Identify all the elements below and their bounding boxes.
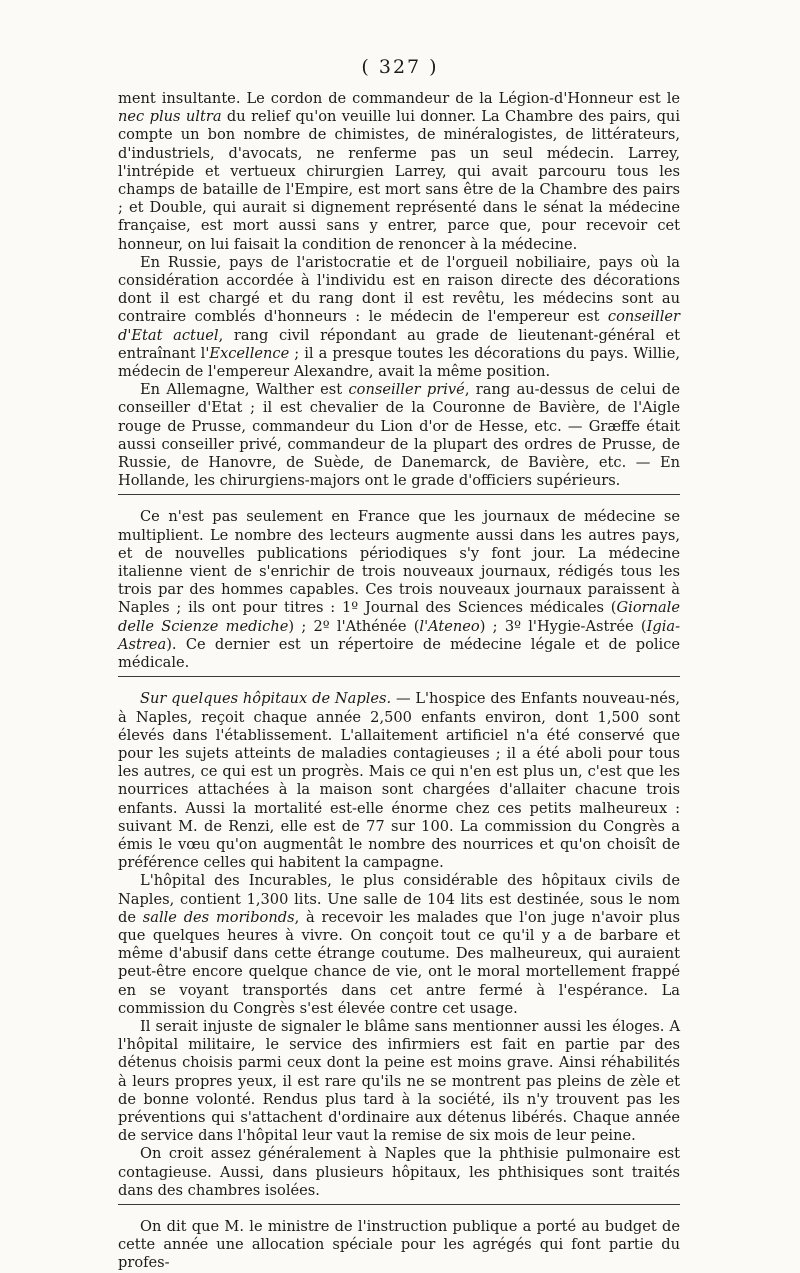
italic-text: l'Ateneo xyxy=(419,617,480,635)
text-run: On dit que M. le ministre de l'instruction publique a porté au budget de cette année une allocation spéciale pour les agrégés qui font partie du profes- xyxy=(118,1217,680,1272)
paragraph xyxy=(118,90,680,254)
text-run: L'hôpital des Incurables, le plus considérable des hôpitaux civils de Naples, contient 1,300 lits. Une salle de 104 lits est destinée, sous le nom de xyxy=(118,872,680,926)
paragraph xyxy=(118,872,680,1018)
section-journals xyxy=(118,508,680,672)
text-run: ) ; 2º l'Athénée ( xyxy=(288,617,420,635)
text-run: , rang civil répondant au grade de lieutenant-général et entraînant l' xyxy=(118,326,680,362)
section-divider xyxy=(118,1204,680,1205)
text-run: On croit assez généralement à Naples que la phthisie pulmonaire est contagieuse. Aussi, dans plusieurs hôpitaux, les phthisiques sont traités dans des chambres isolées. xyxy=(118,1145,680,1199)
italic-text: nec plus ultra xyxy=(118,108,222,126)
text-run: ). Ce dernier est un répertoire de médecine légale et de police médicale. xyxy=(118,635,680,672)
text-run: ment insultante. Le cordon de commandeur de la Légion-d'Honneur est le xyxy=(118,90,680,107)
paragraph xyxy=(118,254,680,381)
paragraph xyxy=(118,1018,680,1145)
text-run: ; il a presque toutes les décorations du pays. Willie, médecin de l'empereur Alexandre, avait la même position. xyxy=(118,344,680,381)
text-run: , à recevoir les malades que l'on juge n'avoir plus que quelques heures à vivre. On conçoit tout ce qu'il y a de barbare et même d'abusif dans cette étrange coutume. Des malheureux, qui auraient peut-être encore quelque chance de vie, ont le moral mortellement frappé en se voyant transportés dans cet antre fermé à l'espérance. La commission du Congrès s'est élevée contre cet usage. xyxy=(118,908,680,1017)
text-run: — L'hospice des Enfants nouveau-nés, à Naples, reçoit chaque année 2,500 enfants environ, dont 1,500 sont élevés dans l'établissement. L'allaitement artificiel n'a été conservé que pour les sujets atteints de maladies contagieuses ; il a été aboli pour tous les autres, ce qui est un progrès. Mais ce qui n'en est plus un, c'est que les nourrices attachées à la maison sont chargées d'allaiter chacune trois enfants. Aussi la mortalité est-elle énorme chez ces petits malheureux : suivant M. de Renzi, elle est de 77 sur 100. La commission du Congrès a émis le vœu qu'on augmentât le nombre des nourrices et qu'on choisît de préférence celles qui habitent la campagne. xyxy=(118,690,681,872)
italic-text: conseiller privé xyxy=(348,381,465,399)
section-naples-hospitals xyxy=(118,690,680,1200)
italic-text: Sur quelques hôpitaux de Naples. xyxy=(140,690,392,708)
text-run: du relief qu'on veuille lui donner. La Chambre des pairs, qui compte un bon nombre de chimistes, de minéralogistes, de littérateurs, d'industriels, d'avocats, ne renferme pas un seul médecin. Larrey, l'intrépide et vertueux chirurgien Larrey, qui avait parcouru tous les champs de bataille de l'Empire, est mort sans être de la Chambre des pairs ; et Double, qui aurait si dignement représenté dans le sénat la médecine française, est mort aussi sans y entrer, parce que, pour recevoir cet honneur, on lui faisait la condition de renoncer à la médecine. xyxy=(118,108,681,253)
page-number: ( 327 ) xyxy=(361,56,439,78)
text-run: , rang au-dessus de celui de conseiller d'Etat ; il est chevalier de la Couronne de Bavière, de l'Aigle rouge de Prusse, commandeur du Lion d'or de Hesse, etc. — Græffe était aussi conseiller privé, commandeur de la plupart des ordres de Prusse, de Russie, de Hanovre, de Suède, de Danemarck, de Bavière, etc. — En Hollande, les chirurgiens-majors ont le grade d'officiers supérieurs. xyxy=(118,381,680,490)
text-run: Ce n'est pas seulement en France que les journaux de médecine se multiplient. Le nombre des lecteurs augmente aussi dans les autres pays, et de nouvelles publications périodiques s'y font jour. La médecine italienne vient de s'enrichir de trois nouveaux journaux, rédigés tous les trois par des hommes capables. Ces trois nouveaux journaux paraissent à Naples ; ils ont pour titres : 1º Journal des Sciences médicales ( xyxy=(118,508,680,617)
section-honors xyxy=(118,90,680,490)
italic-text: salle des moribonds xyxy=(142,908,295,926)
paragraph xyxy=(118,1145,680,1200)
italic-text: Giornale delle Scienze mediche xyxy=(118,599,680,635)
text-run: En Russie, pays de l'aristocratie et de l'orgueil nobiliaire, pays où la considération accordée à l'individu est en raison directe des décorations dont il est chargé et du rang dont il est revêtu, les médecins sont au contraire comblés d'honneurs : le médecin de l'empereur est xyxy=(118,253,680,326)
paragraph xyxy=(118,690,680,872)
section-divider xyxy=(118,494,680,495)
italic-text: Igia-Astrea xyxy=(118,617,680,653)
text-run: En Allemagne, Walther est xyxy=(140,381,349,399)
section-budget xyxy=(118,1218,680,1273)
text-run: Il serait injuste de signaler le blâme sans mentionner aussi les éloges. A l'hôpital militaire, le service des infirmiers est fait en partie par des détenus choisis parmi ceux dont la peine est moins grave. Ainsi réhabilités à leurs propres yeux, il est rare qu'ils ne se montrent pas pleins de zèle et de bonne volonté. Rendus plus tard à la société, ils n'y trouvent pas les préventions qui s'attachent d'ordinaire aux détenus libérés. Chaque année de service dans l'hôpital leur vaut la remise de six mois de leur peine. xyxy=(118,1017,680,1145)
page-body xyxy=(118,90,680,1273)
italic-text: Excellence xyxy=(209,344,290,362)
paragraph xyxy=(118,381,680,490)
paragraph xyxy=(118,508,680,672)
italic-text: conseiller d'Etat actuel xyxy=(118,308,680,344)
paragraph xyxy=(118,1218,680,1273)
text-run: ) ; 3º l'Hygie-Astrée ( xyxy=(479,617,647,635)
section-divider xyxy=(118,676,680,677)
